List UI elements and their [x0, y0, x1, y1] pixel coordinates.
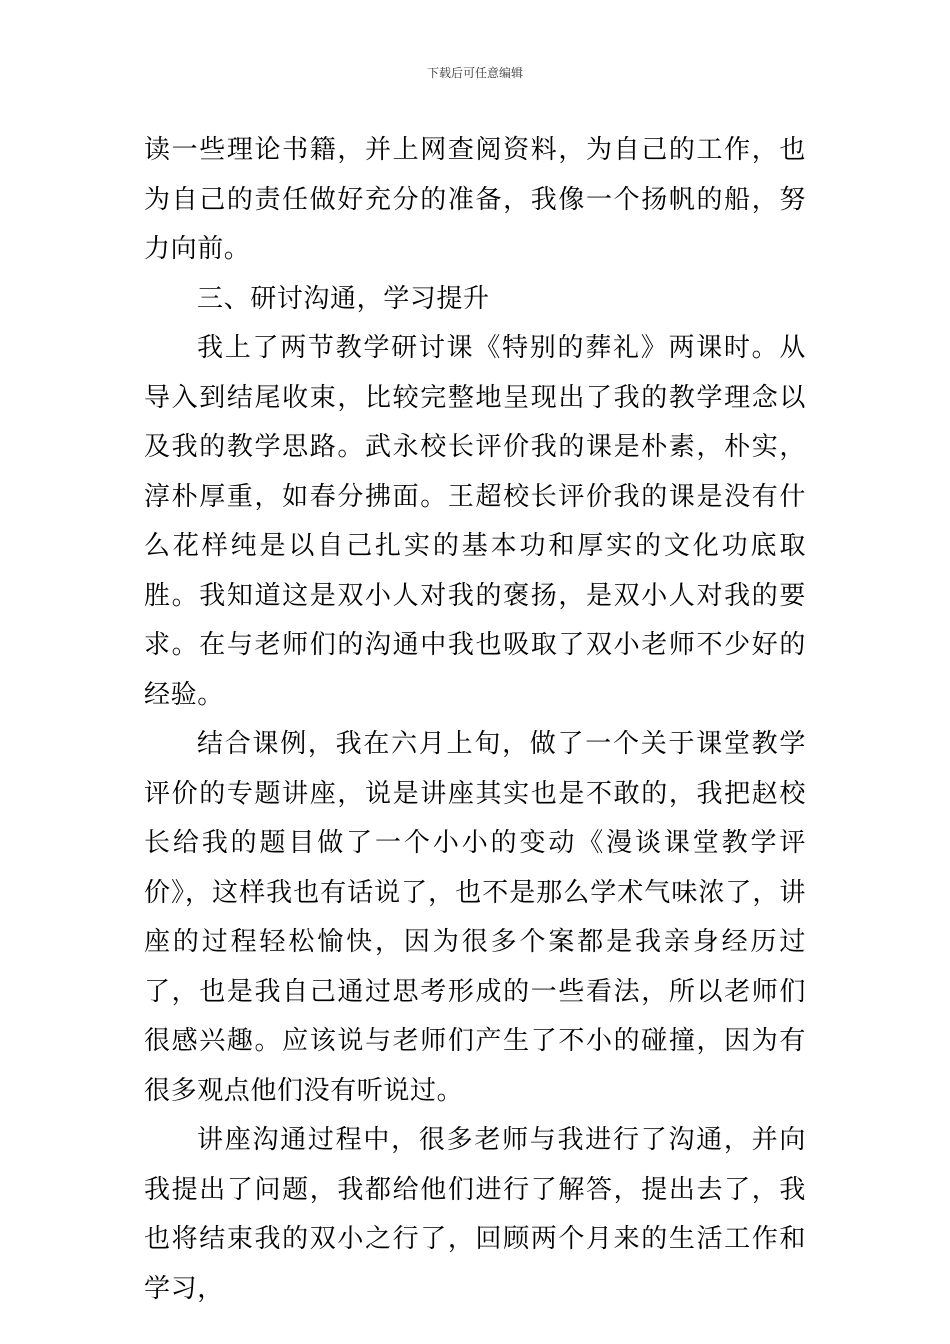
- page-header: 下载后可任意编辑: [426, 66, 523, 80]
- document-body: [144, 126, 806, 1314]
- section-heading: 三、研讨沟通，学习提升: [197, 283, 490, 314]
- paragraph-teaching-lesson: 我上了两节教学研讨课《特别的葬礼》两课时。从导入到结尾收束，比较完整地呈现出了我的教学理念以及我的教学思路。武永校长评价我的课是朴素，朴实，淳朴厚重，如春分拂面。王超校长评价我的课是没有什么花样纯是以自己扎实的基本功和厚实的文化功底取胜。我知道这是双小人对我的褒扬，是双小人对我的要求。在与老师们的沟通中我也吸取了双小老师不少好的经验。: [144, 333, 806, 710]
- paragraph-communication: 讲座沟通过程中，很多老师与我进行了沟通，并向我提出了问题，我都给他们进行了解答，提出去了，我也将结束我的双小之行了，回顾两个月来的生活工作和学习，: [144, 1125, 806, 1304]
- paragraph-continuation: 读一些理论书籍，并上网查阅资料，为自己的工作，也为自己的责任做好充分的准备，我像一个扬帆的船，努力向前。: [144, 135, 806, 264]
- paragraph-lecture: 结合课例，我在六月上旬，做了一个关于课堂教学评价的专题讲座，说是讲座其实也是不敢的，我把赵校长给我的题目做了一个小小的变动《漫谈课堂教学评价》，这样我也有话说了，也不是那么学术气味浓了，讲座的过程轻松愉快，因为很多个案都是我亲身经历过了，也是我自己通过思考形成的一些看法，所以老师们很感兴趣。应该说与老师们产生了不小的碰撞，因为有很多观点他们没有听说过。: [144, 729, 806, 1106]
